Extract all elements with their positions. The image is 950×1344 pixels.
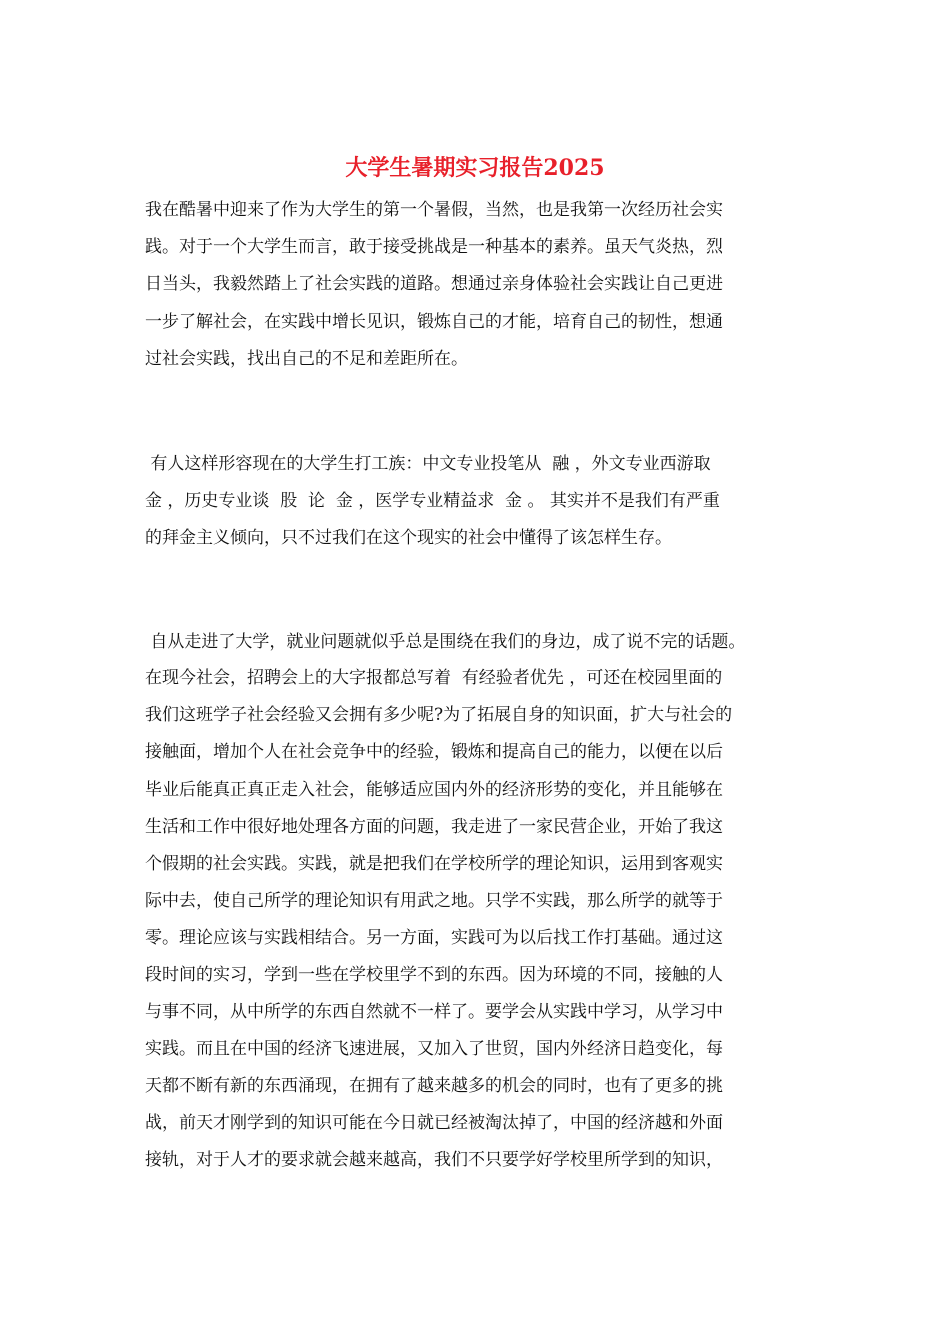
- paragraph-3-line-6: 生活和工作中很好地处理各方面的问题，我走进了一家民营企业，开始了我这: [145, 817, 723, 837]
- paragraph-3-line-3: 我们这班学子社会经验又会拥有多少呢?为了拓展自身的知识面，扩大与社会的: [145, 705, 733, 725]
- paragraph-3-line-4: 接触面，增加个人在社会竞争中的经验，锻炼和提高自己的能力，以便在以后: [145, 742, 723, 762]
- paragraph-3-line-1: 自从走进了大学，就业问题就似乎总是围绕在我们的身边，成了说不完的话题。: [145, 632, 746, 652]
- paragraph-3-line-15: 接轨，对于人才的要求就会越来越高，我们不只要学好学校里所学到的知识，: [145, 1150, 723, 1170]
- paragraph-1-line-5: 过社会实践，找出自己的不足和差距所在。: [145, 349, 468, 369]
- paragraph-1-line-4: 一步了解社会，在实践中增长见识，锻炼自己的才能，培育自己的韧性，想通: [145, 312, 723, 332]
- paragraph-2-line-3: 的拜金主义倾向，只不过我们在这个现实的社会中懂得了该怎样生存。: [145, 528, 672, 548]
- paragraph-3-line-12: 实践。而且在中国的经济飞速进展，又加入了世贸，国内外经济日趋变化，每: [145, 1039, 723, 1059]
- paragraph-3-line-14: 战，前天才刚学到的知识可能在今日就已经被淘汰掉了，中国的经济越和外面: [145, 1113, 723, 1133]
- paragraph-2-line-2: 金 ，历史专业谈 股 论 金 ，医学专业精益求 金 。 其实并不是我们有严重: [145, 491, 720, 511]
- paragraph-3-line-5: 毕业后能真正真正走入社会，能够适应国内外的经济形势的变化，并且能够在: [145, 780, 723, 800]
- paragraph-3-line-8: 际中去，使自己所学的理论知识有用武之地。只学不实践，那么所学的就等于: [145, 891, 723, 911]
- paragraph-3-line-11: 与事不同，从中所学的东西自然就不一样了。要学会从实践中学习，从学习中: [145, 1002, 723, 1022]
- paragraph-3-line-13: 天都不断有新的东西涌现，在拥有了越来越多的机会的同时，也有了更多的挑: [145, 1076, 723, 1096]
- paragraph-1-line-1: 我在酷暑中迎来了作为大学生的第一个暑假，当然，也是我第一次经历社会实: [145, 200, 723, 220]
- paragraph-2-line-1: 有人这样形容现在的大学生打工族：中文专业投笔从 融 ，外文专业西游取: [145, 454, 711, 474]
- paragraph-3-line-2: 在现今社会，招聘会上的大字报都总写着 有经验者优先 ，可还在校园里面的: [145, 668, 723, 688]
- paragraph-1-line-2: 践。对于一个大学生而言，敢于接受挑战是一种基本的素养。虽天气炎热，烈: [145, 237, 723, 257]
- paragraph-1-line-3: 日当头，我毅然踏上了社会实践的道路。想通过亲身体验社会实践让自己更进: [145, 274, 723, 294]
- paragraph-3-line-7: 个假期的社会实践。实践，就是把我们在学校所学的理论知识，运用到客观实: [145, 854, 723, 874]
- paragraph-3-line-9: 零。理论应该与实践相结合。另一方面，实践可为以后找工作打基础。通过这: [145, 928, 723, 948]
- document-title: 大学生暑期实习报告2025: [345, 155, 605, 181]
- paragraph-3-line-10: 段时间的实习，学到一些在学校里学不到的东西。因为环境的不同，接触的人: [145, 965, 723, 985]
